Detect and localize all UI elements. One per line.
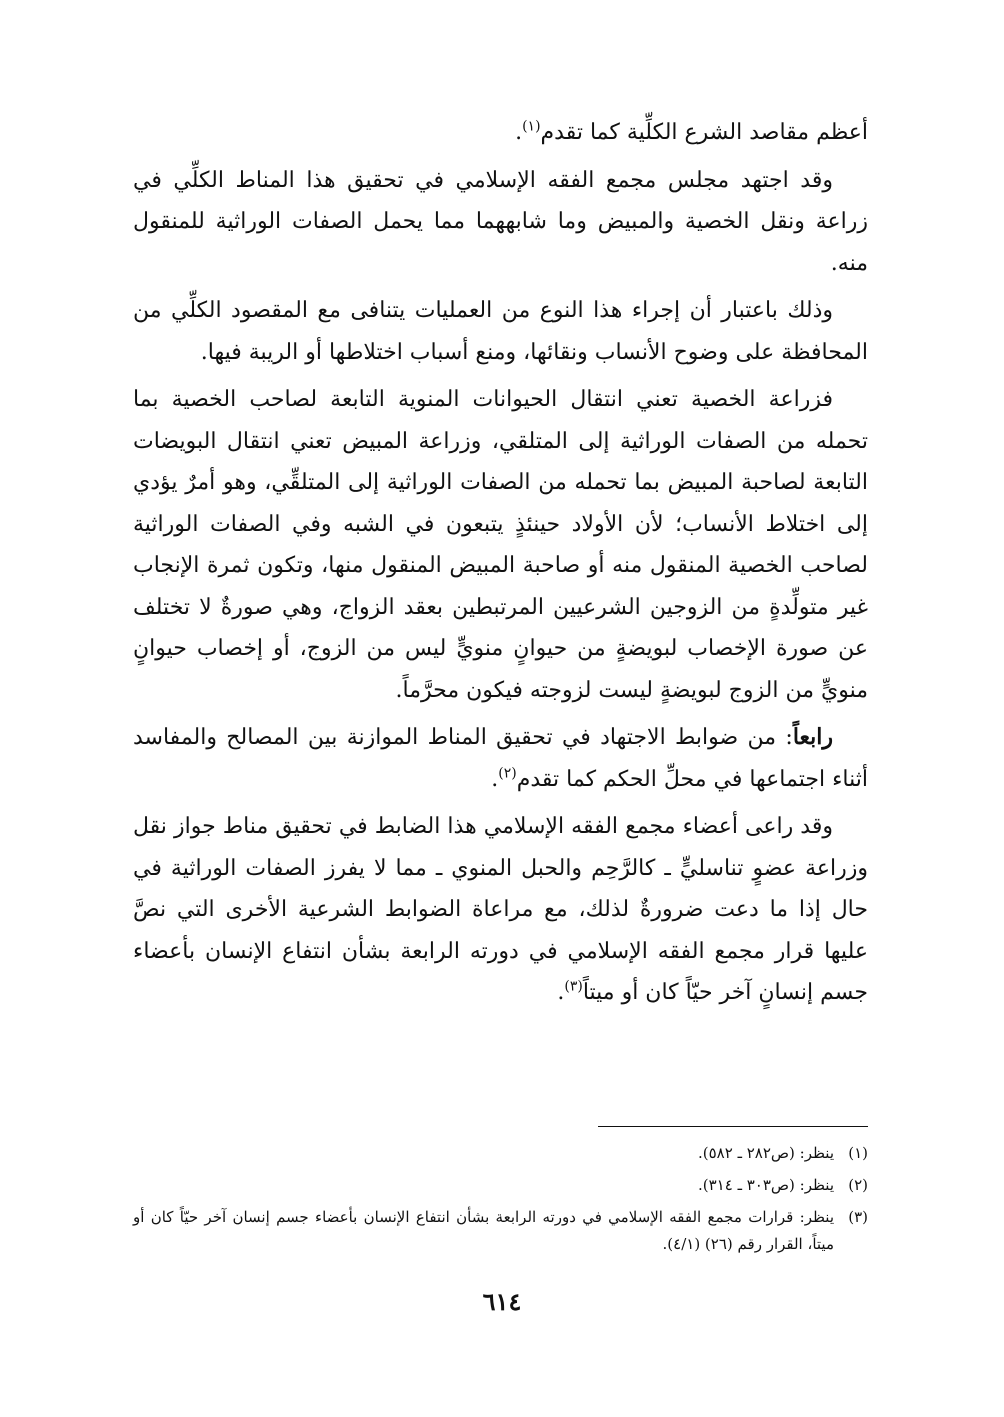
footnote-2 [133,1172,868,1199]
paragraph-text: فزراعة الخصية تعني انتقال الحيوانات المنوية التابعة لصاحب الخصية بما تحمله من الصفات الوراثية إلى المتلقي، وزراعة المبيض تعني انتقال البويضات التابعة لصاحبة المبيض بما تحمله من الصفات الوراثية إلى المتلقِّي، وهو أمرٌ يؤدي إلى اختلاط الأنساب؛ لأن الأولاد حينئذٍ يتبعون في الشبه وفي الصفات الوراثية لصاحب الخصية المنقول منه أو صاحبة المبيض المنقول منها، وتكون ثمرة الإنجاب غير متولِّدةٍ من الزوجين الشرعيين المرتبطين بعقد الزواج، وهي صورةٌ لا تختلف عن صورة الإخصاب لبويضةٍ من حيوانٍ منويٍّ ليس من الزوج، أو إخصاب حيوانٍ منويٍّ من الزوج لبويضةٍ ليست لزوجته فيكون محرَّماً. [133,387,868,703]
footnote-text: ينظر: (ص٣٠٣ ـ ٣١٤). [698,1176,834,1194]
paragraph-council-effort [133,160,868,285]
paragraph-end-punctuation: . [515,120,523,145]
footnote-reference-1[interactable]: (١) [522,118,541,135]
footnote-reference-2[interactable]: (٢) [498,765,517,782]
footnote-number: (٢) [848,1176,868,1194]
footnote-separator [598,1126,868,1127]
paragraph-text: أعظم مقاصد الشرع الكلِّية كما تقدم [540,120,868,145]
footnote-1 [133,1140,868,1167]
footnote-text: ينظر: قرارات مجمع الفقه الإسلامي في دورته الرابعة بشأن انتفاع الإنسان بأعضاء جسم إنسان آخر حيّاً كان أو ميتاً، القرار رقم (٢٦) (٤/١). [133,1208,834,1253]
paragraph-end-punctuation: . [557,980,565,1005]
paragraph-lineage-reason [133,290,868,373]
page-number: ٦١٤ [482,1287,522,1316]
paragraph-end-punctuation: . [491,766,499,792]
paragraph-text: : من ضوابط الاجتهاد في تحقيق المناط الموازنة بين المصالح والمفاسد أثناء اجتماعها في محلِّ الحكم كما تقدم [133,725,868,792]
paragraph-transplant-explanation [133,379,868,711]
paragraph-continuation [133,112,868,154]
footnote-number: (٣) [848,1208,868,1226]
footnotes-section [133,1140,868,1263]
footnote-3 [133,1204,868,1258]
paragraph-academy-ruling [133,806,868,1014]
paragraph-text: وقد راعى أعضاء مجمع الفقه الإسلامي هذا الضابط في تحقيق مناط جواز نقل وزراعة عضوٍ تناسليٍّ ـ كالرَّحِم والحبل المنوي ـ مما لا يفرز الصفات الوراثية في حال إذا ما دعت ضرورةٌ لذلك، مع مراعاة الضوابط الشرعية الأخرى التي نصَّ عليها قرار مجمع الفقه الإسلامي في دورته الرابعة بشأن انتفاع الإنسان بأعضاء جسم إنسانٍ آخر حيّاً كان أو ميتاً [133,814,868,1005]
section-lead-word: رابعاً [792,724,833,750]
footnote-number: (١) [848,1144,868,1162]
footnote-text: ينظر: (ص٢٨٢ ـ ٥٨٢). [698,1144,834,1162]
paragraph-text: وذلك باعتبار أن إجراء هذا النوع من العمليات يتنافى مع المقصود الكلِّي من المحافظة على وضوح الأنساب ونقائها، ومنع أسباب اختلاطها أو الريبة فيها. [133,298,868,365]
footnote-reference-3[interactable]: (٣) [564,978,583,995]
paragraph-fourth-principle [133,717,868,800]
main-text [133,112,868,1020]
paragraph-text: وقد اجتهد مجلس مجمع الفقه الإسلامي في تحقيق هذا المناط الكلِّي في زراعة ونقل الخصية والمبيض وما شابههما مما يحمل الصفات الوراثية للمنقول منه. [133,167,868,276]
